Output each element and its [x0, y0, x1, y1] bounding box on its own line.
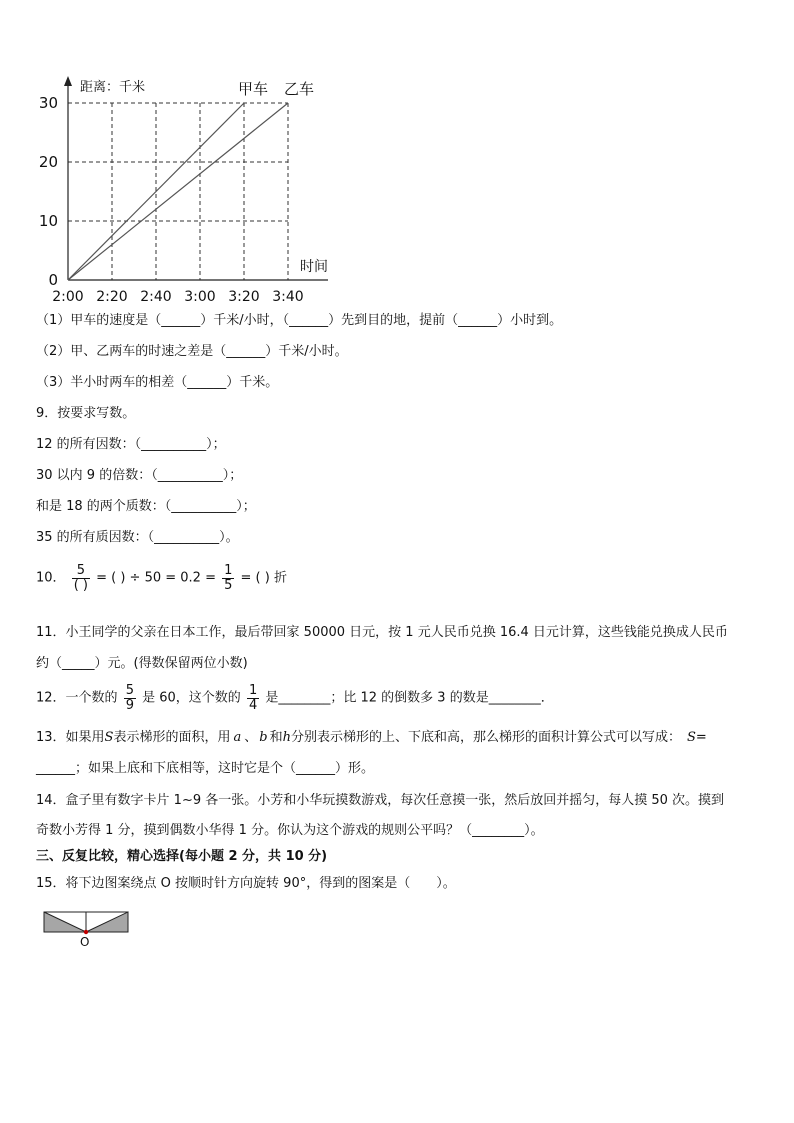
q10-f1-denominator: ( ) [73, 578, 88, 593]
q12-f2-numerator: 1 [248, 683, 258, 698]
q13-var-b: b [259, 730, 268, 745]
point-o-label: O [80, 935, 90, 949]
x-tick-label: 3:40 [272, 289, 304, 305]
y-tick-label: 30 [38, 94, 58, 112]
q13-line2: ______；如果上底和下底相等，这时它是个（______）形。 [36, 761, 375, 776]
series-label-yi: 乙车 [284, 80, 315, 98]
q13-e: 分别表示梯形的上、下底和高，那么梯形的面积计算公式可以写成： [290, 730, 681, 745]
chart-xlabel: 时间 [300, 259, 328, 275]
q12-part-b: 是 60，这个数的 [142, 690, 241, 706]
q11-line2: 约（_____）元。(得数保留两位小数) [36, 656, 248, 671]
q14-line2: 奇数小芳得 1 分，摸到偶数小华得 1 分。你认为这个游戏的规则公平吗？（________）。 [36, 823, 544, 838]
q13-d: 和 [269, 730, 283, 745]
q10-number: 10． [36, 570, 66, 586]
q9-line2: 30 以内 9 的倍数：（__________）； [36, 468, 243, 483]
q12-fraction-2 [247, 684, 259, 713]
q13-var-s2: S [686, 730, 696, 745]
q8-part2: （2）甲、乙两车的时速之差是（______）千米/小时。 [36, 344, 348, 359]
q14-line1: 14．盒子里有数字卡片 1~9 各一张。小芳和小华玩摸数游戏，每次任意摸一张，然后放回并摇匀，每人摸 50 次。摸到 [36, 793, 725, 808]
q13-f: = [695, 730, 707, 745]
q13-var-s: S [104, 730, 114, 745]
q15-rotation-figure [40, 908, 136, 950]
q13-var-h: h [282, 730, 291, 745]
rotation-center-point [84, 930, 88, 934]
q9-line4: 35 的所有质因数：（__________）。 [36, 530, 239, 545]
q13-var-a: a [233, 730, 242, 745]
q12-part-c: 是________；比 12 的倒数多 3 的数是________． [265, 690, 554, 706]
y-tick-label: 20 [38, 153, 58, 171]
q13-c: 、 [244, 730, 258, 745]
chart-ylabel: 距离：千米 [80, 80, 146, 95]
x-tick-label: 2:40 [140, 289, 172, 305]
q12-f2-denominator: 4 [248, 698, 258, 713]
chart-lines [68, 103, 288, 280]
y-tick-label: 10 [38, 212, 58, 230]
q9-line3: 和是 18 的两个质数：（__________）； [36, 499, 256, 514]
q10-middle: = ( ) ÷ 50 = 0.2 = [96, 570, 216, 586]
q10-f1-numerator: 5 [72, 564, 90, 579]
x-tick-label: 2:00 [52, 289, 84, 305]
q11-line1: 11．小王同学的父亲在日本工作，最后带回家 50000 日元，按 1 元人民币兑换 16.4 日元计算，这些钱能兑换成人民币 [36, 625, 728, 640]
x-tick-label: 3:00 [184, 289, 216, 305]
y-tick-label: 0 [48, 271, 58, 289]
section3-title: 三、反复比较，精心选择(每小题 2 分，共 10 分) [36, 849, 328, 864]
distance-time-chart [30, 70, 350, 310]
q8-part1: （1）甲车的速度是（______）千米/小时，（______）先到目的地，提前（______）小时到。 [36, 313, 563, 328]
q10-fraction-1 [72, 564, 90, 593]
q12-f1-denominator: 9 [125, 698, 134, 713]
q9-title: 9．按要求写数。 [36, 406, 136, 421]
q10-tail: = ( ) 折 [240, 570, 287, 586]
series-line-yi [68, 103, 288, 280]
q10-f2-denominator: 5 [224, 578, 233, 593]
q8-part3: （3）半小时两车的相差（______）千米。 [36, 375, 279, 390]
q10-fraction-2 [222, 564, 234, 593]
q13-line1 [36, 729, 707, 747]
y-axis-arrow [64, 76, 72, 86]
q9-line1: 12 的所有因数：（__________）； [36, 437, 226, 452]
q10 [36, 564, 287, 593]
series-label-jia: 甲车 [238, 80, 269, 98]
chart-ticks [39, 94, 304, 305]
q13-b: 表示梯形的面积，用 [113, 730, 231, 745]
q12-fraction-1 [124, 684, 136, 713]
q13-a: 13．如果用 [36, 730, 105, 745]
q12 [36, 684, 554, 713]
q15-text: 15．将下边图案绕点 O 按顺时针方向旋转 90°，得到的图案是（ ）。 [36, 876, 456, 891]
x-tick-label: 3:20 [228, 289, 260, 305]
q10-f2-numerator: 1 [224, 563, 233, 578]
x-tick-label: 2:20 [96, 289, 128, 305]
q12-part-a: 12．一个数的 [36, 690, 118, 706]
q12-f1-numerator: 5 [125, 683, 134, 698]
